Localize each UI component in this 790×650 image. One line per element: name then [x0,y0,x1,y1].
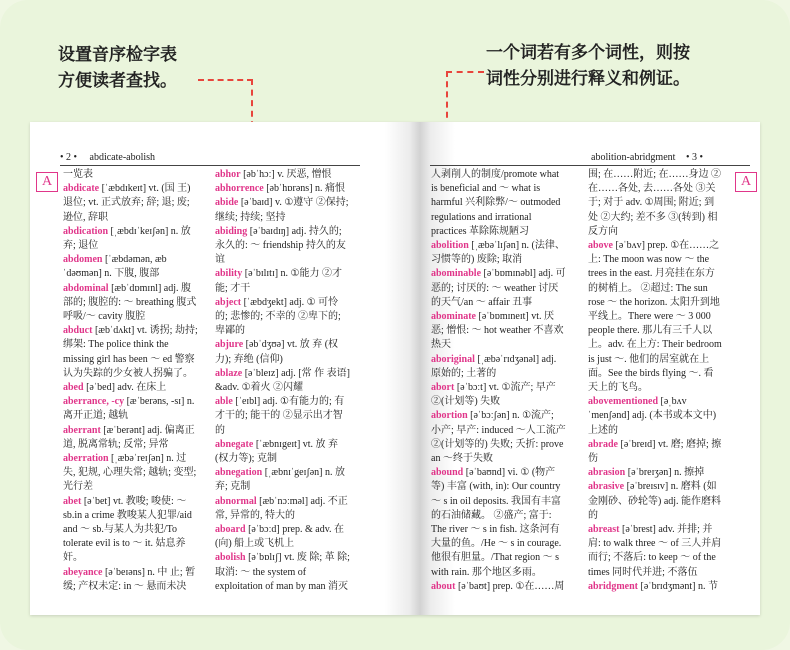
entry-headword: abnormal [215,495,257,507]
left-letter-tab: A [36,172,58,192]
dictionary-entry [63,225,198,253]
entry-headword: able [215,396,233,408]
dictionary-entry [63,282,198,325]
entry-headword: abject [215,296,242,308]
left-column-1 [63,168,198,594]
entry-headword: abortion [431,410,468,422]
entry-headword: abrasion [588,467,626,479]
dictionary-entry [63,566,198,594]
entry-definition: [əˈbleɪz] adj. [常 作 表语] &adv. ①着火 ②闪耀 [215,367,350,394]
entry-definition: 围; 在……附近; 在……身边 ②在……各处, 去……各处 ③关于; 对于 adv. ①周围; 附近; 到处 ②大约; 差不多 ③(转到) 相反方向 [588,169,722,237]
entry-headword: aberrance, -cy [63,396,125,408]
entry-headword: aboriginal [431,353,475,365]
entry-headword: abnegation [215,467,263,479]
annotation-left-line1: 设置音序检字表 [58,45,177,65]
entry-headword: abdicate [63,183,100,195]
annotation-right-line2: 词性分别进行释义和例证。 [486,69,690,89]
entry-headword: aberrant [63,424,101,436]
entry-headword: above [588,240,613,252]
annotation-right [486,40,690,92]
entry-headword: abduct [63,325,93,337]
left-page [30,122,395,615]
left-page-range: abdicate-abolish [89,152,156,163]
dictionary-entry [63,495,198,566]
entry-headword: abridgment [588,580,638,592]
entry-headword: abide [215,197,239,209]
entry-headword: abhorrence [215,183,264,195]
dictionary-entry [215,438,350,466]
entry-definition: [əbˈhɔː] v. 厌恶, 憎恨 [240,169,332,180]
entry-headword: abiding [215,225,248,237]
entry-headword: abed [63,382,84,394]
entry-headword: about [431,580,456,592]
entry-definition: [əˈbɔːd] prep. & adv. 在 (向) 船上或飞机上 [215,524,345,550]
left-header-rule [60,165,360,166]
dictionary-entry [215,466,350,494]
entry-definition: [əˈbreɪd] vt. 磨; 磨掉; 擦伤 [588,438,722,465]
dictionary-entry [431,409,566,466]
annotation-left [58,42,177,94]
dictionary-entry [215,338,350,366]
entry-definition: [əˈbɪlɪtɪ] n. ①能力 ②才能; 才干 [215,268,343,294]
dictionary-entry [215,168,350,182]
entry-definition: [əˈbet] vt. 教唆; 唆使: ～ sb.in a crime 教唆某人犯罪/aid and ～ sb.与某人为共犯/To tolerate evil is to ～ it. 姑息养奸。 [63,495,192,564]
dictionary-entry [215,495,350,523]
entry-definition: [ˌæbəˈlɪʃən] n. (法律、习惯等的) 废除; 取消 [431,240,565,266]
dictionary-entry [215,225,350,268]
entry-headword: abhor [215,169,241,180]
right-page [395,122,760,615]
entry-definition: 人剥削人的制度/promote what is beneficial and ～ what is harmful 兴利除弊/～ outmoded regulations and irrational practices 革除陈规陋习 [431,169,561,237]
entry-definition: [əˌbʌvˈmenʃənd] adj. (本书或本文中) 上述的 [588,396,717,436]
dictionary-entry [63,395,198,423]
entry-headword: abjure [215,339,244,351]
entry-definition: [əˈbɒmɪneɪt] vt. 厌恶; 憎恨: ～ hot weather 不喜欢热天 [431,311,564,351]
dictionary-spread [30,122,760,615]
entry-definition: [əˈbed] adv. 在床上 [83,382,167,394]
entry-definition: [ˈæbdʒekt] adj. ① 可怜的; 悲惨的; 不幸的 ②卑下的; 卑鄙的 [215,296,341,337]
entry-definition: [əˈbrest] adv. 并排; 并肩: to walk three ～ of 三人并肩而行; 不落后: to keep ～ of the times 同时代并进; 不落伍 [588,524,722,578]
entry-definition: [æbˈdɒmɪnl] adj. 腹部的; 腹腔的: ～ breathing 腹式呼吸/～ cavity 腹腔 [63,282,197,323]
dictionary-entry [63,168,198,182]
dictionary-entry [588,239,723,395]
entry-definition: [æbˈnɔːməl] adj. 不正常, 异常的, 特大的 [215,495,348,521]
entry-definition: [əˈbaʊnd] vi. ① (物产等) 丰富 (with, in): Our country ～ s in oil deposits. 我国有丰富的石油储藏。 ②盛产; 富于: The river ～ s in fish. 这条河有大量的鱼。/He ～ s in courage. 他很有胆量。/That region ～ s with rain. 那个地区多雨。 [431,467,562,578]
annotation-right-line1: 一个词若有多个词性，则按 [486,43,690,63]
dictionary-entry [431,466,566,580]
entry-definition: [əˈbɒlɪʃ] vt. 废 除; 革 除; 取消: ～ the system of exploitation of man by man 消灭 [215,552,350,592]
entry-headword: abrasive [588,481,625,493]
dictionary-entry [588,438,723,466]
entry-headword: ablaze [215,367,243,379]
entry-headword: abreast [588,524,620,536]
dictionary-entry [588,395,723,438]
right-letter-tab: A [735,172,757,192]
right-column-1 [431,168,566,594]
entry-definition: [ˌæbəˈreɪʃən] n. 过失, 犯规, 心理失常; 越轨; 变型; 光行差 [63,453,197,493]
dictionary-entry [63,324,198,381]
dictionary-entry [431,267,566,310]
entry-headword: aboard [215,524,246,536]
entry-definition: [əˈbɒmɪnəbl] adj. 可恶的; 讨厌的: ～ weather 讨厌的天气/an ～ affair 丑事 [431,268,566,308]
entry-headword: abnegate [215,438,254,450]
leader-left-h [198,79,253,81]
entry-definition: [əˈbrɪdʒmənt] n. 节 [638,580,718,592]
dictionary-entry [431,353,566,381]
dictionary-entry [215,523,350,551]
entry-definition: [əˈbaʊt] prep. ①在……周 [455,580,565,592]
entry-headword: abrade [588,438,618,450]
dictionary-entry [215,296,350,339]
right-page-range: abolition-abridgment [591,152,676,163]
entry-definition: 一览表 [63,169,93,180]
dictionary-entry [431,580,566,594]
right-column-2 [588,168,723,594]
right-page-header [591,152,751,164]
entry-headword: abolition [431,240,469,252]
dictionary-entry [431,239,566,267]
entry-headword: abet [63,495,82,507]
dictionary-entry [63,253,198,281]
left-column-2 [215,168,350,594]
dictionary-entry [431,381,566,409]
entry-headword: abdication [63,225,109,237]
left-page-number: • 2 • [60,152,78,163]
entry-definition: [ˌæbəˈrɪdʒənəl] adj. 原始的; 土著的 [431,353,557,379]
entry-definition: [æˈberəns, -sɪ] n. 离开正道; 越轨 [63,396,195,422]
dictionary-entry [431,310,566,353]
entry-definition: [əˈbɔːt] vt. ①流产; 早产 ②(计划等) 失败 [431,382,556,408]
dictionary-entry [63,381,198,395]
entry-headword: abovementioned [588,396,658,408]
dictionary-entry [588,466,723,480]
entry-definition: [əˈbreɪsɪv] n. 磨料 (如金刚砂、砂轮等) adj. 能作磨料的 [588,481,722,521]
dictionary-entry [215,395,350,438]
entry-definition: [ˈeɪbl] adj. ①有能力的; 有才干的; 能干的 ②显示出才智的 [215,396,345,436]
dictionary-entry [588,480,723,523]
entry-headword: abort [431,382,455,394]
entry-definition: [ˌæbdɪˈkeɪʃən] n. 放弃; 退位 [63,225,191,252]
entry-headword: abolish [215,552,246,564]
dictionary-entry [215,267,350,295]
entry-definition: [əˈbreɪʒən] n. 擦掉 [625,467,705,479]
entry-definition: [ˈæbdəmən, æbˈdəʊmən] n. 下腹, 腹部 [63,254,167,280]
right-page-number: • 3 • [685,152,703,163]
dictionary-entry [588,523,723,580]
entry-definition: [æˈberənt] adj. 偏离正道, 脱离常轨; 反常; 异常 [63,424,195,450]
entry-definition: [əbˈdʒʊə] vt. 放 弃 (权力); 弃绝 (信仰) [215,339,339,365]
entry-definition: [ˌæbnɪˈgeɪʃən] n. 放弃; 克制 [215,467,345,493]
entry-definition: [əˈbʌv] prep. ①在……之上: The moon was now ～ the trees in the east. 月亮挂在东方的树梢上。 ②超过: The sun rose ～ the horizon. 太阳升到地平线上。There were ～ 3 000 people there. 那儿有三千人以上。adv. 在上方: Their bedroom is just ～. 他们的居室就在上面。See the birds flying ～. 看天上的飞鸟。 [588,240,722,394]
dictionary-entry [215,196,350,224]
dictionary-entry [431,168,566,239]
entry-headword: ability [215,268,243,280]
entry-definition: [əbˈhɒrəns] n. 痛恨 [263,183,346,195]
entry-headword: abominable [431,268,482,280]
entry-definition: [əˈbaɪd] v. ①遵守 ②保持; 继续; 持续; 坚持 [215,197,349,223]
entry-definition: [ˈæbnɪgeɪt] vt. 放 弃 (权力等); 克制 [215,438,339,465]
entry-headword: abeyance [63,566,103,578]
entry-definition: [əˈbɔːʃən] n. ①流产; 小产; 早产: induced ～人工流产 ②(计划等的) 失败; 夭折: prove an ～终于失败 [431,410,566,465]
dictionary-entry [588,580,723,594]
entry-headword: abdominal [63,282,109,294]
dictionary-entry [63,182,198,225]
entry-headword: abominate [431,311,476,323]
dictionary-entry [215,551,350,594]
leader-right-h [446,71,484,73]
dictionary-entry [63,452,198,495]
dictionary-entry [588,168,723,239]
dictionary-entry [63,424,198,452]
entry-definition: [əˈbaɪdɪŋ] adj. 持久的; 永久的: ～ friendship 持久的友谊 [215,225,346,266]
left-page-header [60,152,210,164]
entry-definition: [əˈbeɪəns] n. 中 止; 暂缓; 产权未定: in ～ 悬而未决 [63,566,196,592]
dictionary-entry [215,182,350,196]
entry-headword: aberration [63,453,109,465]
entry-headword: abdomen [63,254,103,266]
entry-definition: [ˈæbdɪkeɪt] vt. (国 王) 退位; vt. 正式放弃; 辞; 退; 废; 逊位, 辞职 [63,183,191,223]
entry-definition: [æbˈdʌkt] vt. 诱拐; 劫持; 绑架: The police think the missing girl has been ～ ed 警察认为失踪的少女被人拐骗了。 [63,325,198,379]
dictionary-entry [215,367,350,395]
right-header-rule [430,165,750,166]
entry-headword: abound [431,467,464,479]
annotation-left-line2: 方便读者查找。 [58,71,177,91]
